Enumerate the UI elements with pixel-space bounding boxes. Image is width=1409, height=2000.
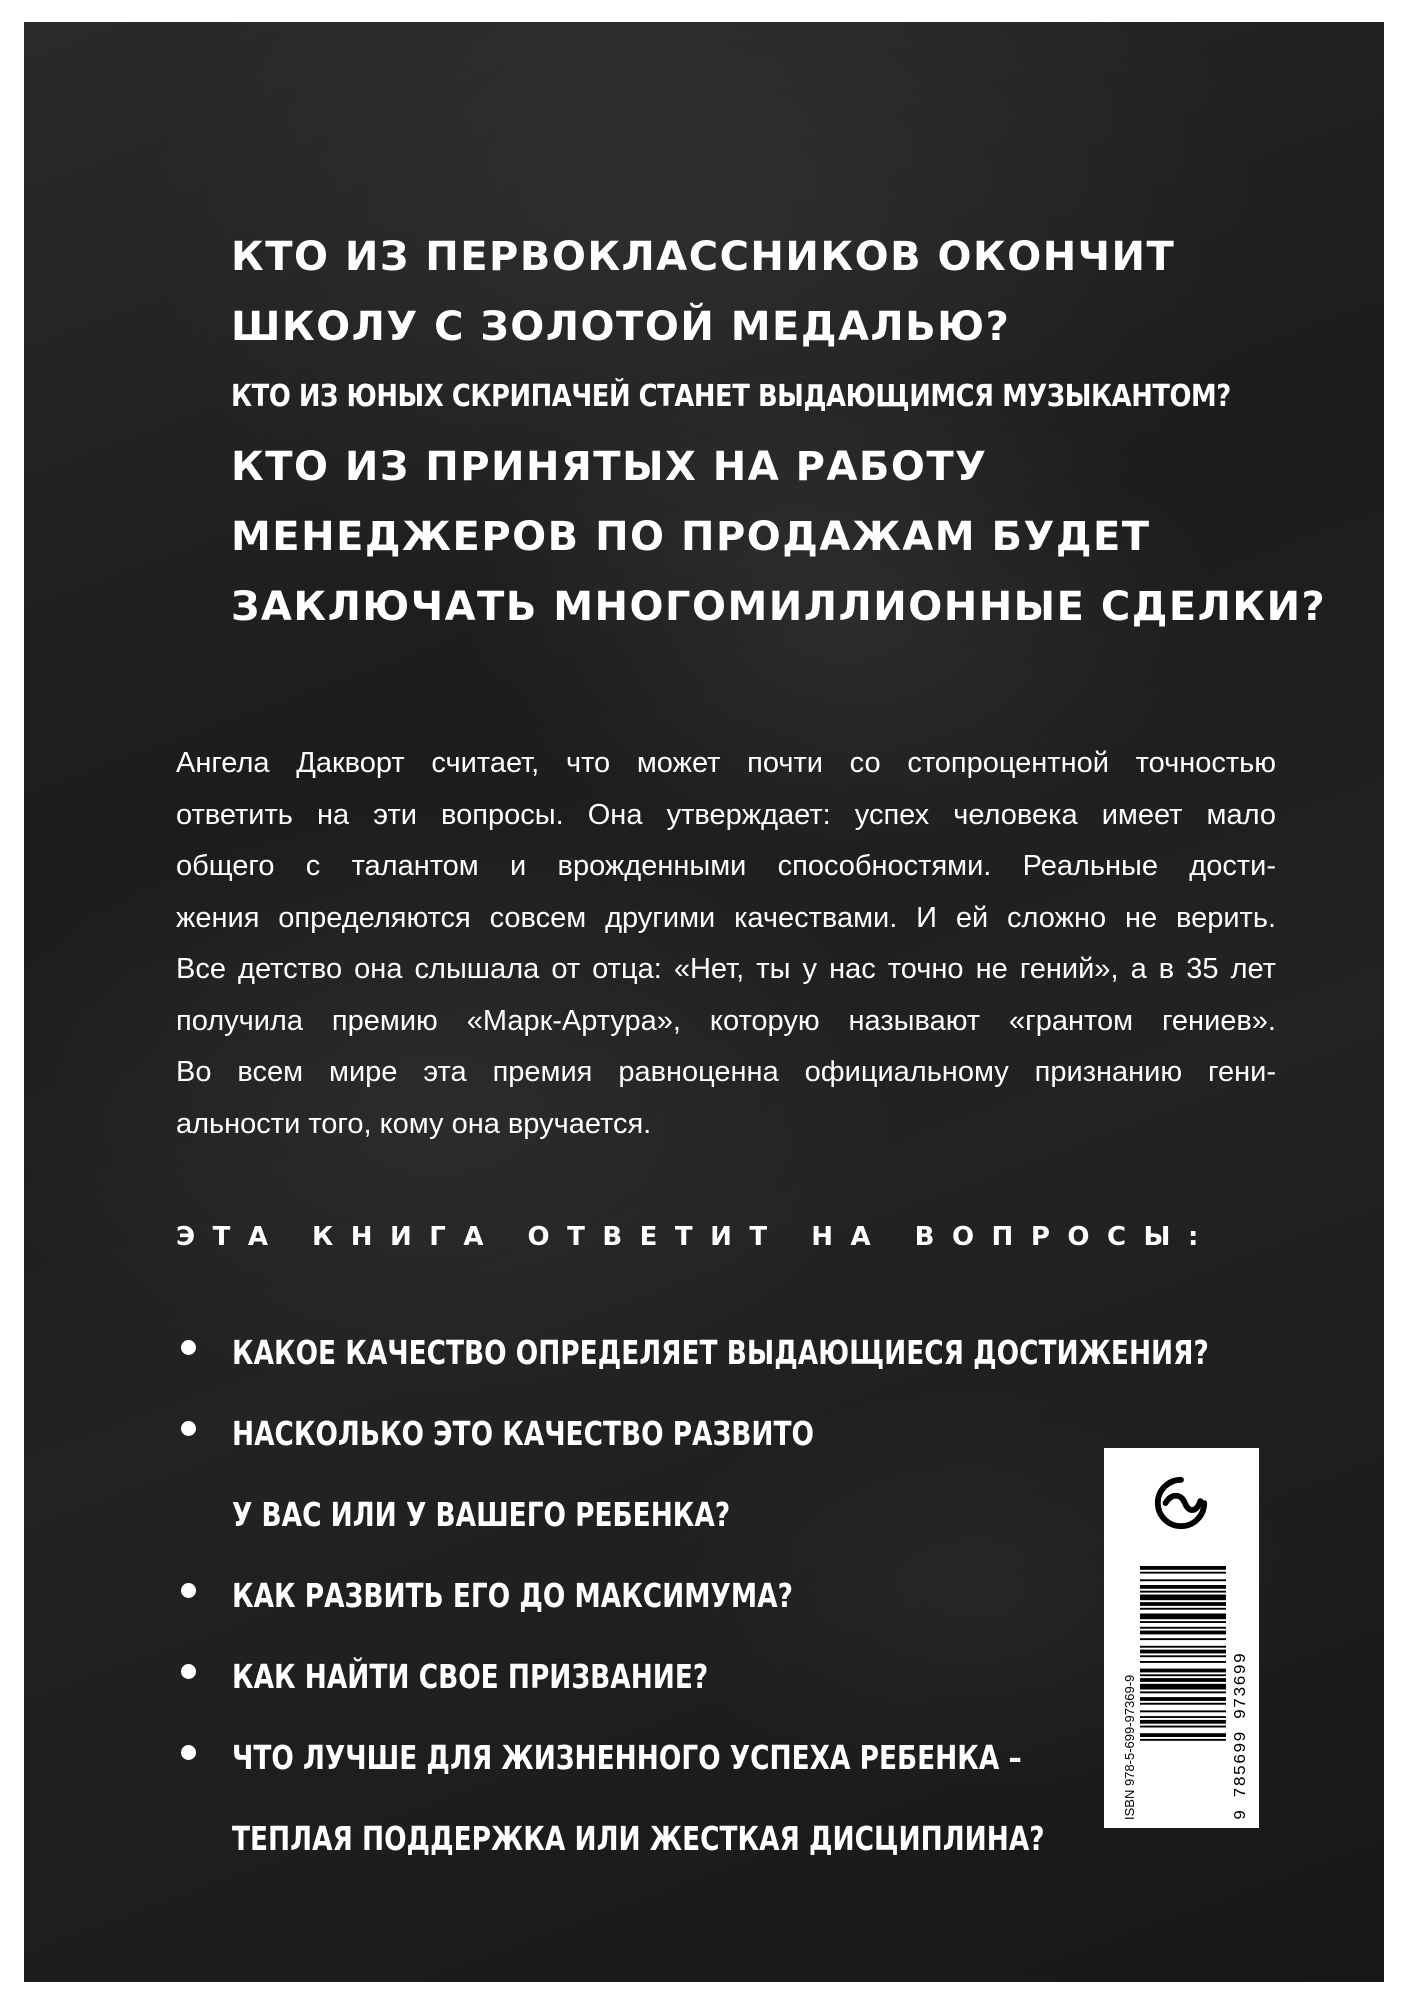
list-item [176,1717,1076,1879]
barcode-bar [1140,1602,1226,1606]
barcode-bar [1140,1621,1226,1623]
list-item-text: КАКОЕ КАЧЕСТВО ОПРЕДЕЛЯЕТ ВЫДАЮЩИЕСЯ ДОСТИЖЕНИЯ? [232,1333,1209,1372]
bullet-icon [181,1340,196,1355]
questions-block [231,222,1327,642]
isbn-number: ISBN 978-5-699-97369-9 [1122,1674,1137,1820]
description-line: Во всем мире эта премия равноценна официальному признанию гени- [176,1056,1276,1088]
list-item-text: ТЕПЛАЯ ПОДДЕРЖКА ИЛИ ЖЕСТКАЯ ДИСЦИПЛИНА? [232,1819,1045,1858]
barcode-bar [1140,1566,1226,1570]
ean-number: 9 785699 973699 [1232,1651,1251,1820]
barcode-bar [1140,1726,1226,1728]
back-cover [24,22,1384,1982]
barcode-bar [1140,1655,1226,1657]
barcode-bar [1140,1733,1226,1737]
barcode-bar [1140,1638,1226,1640]
description-paragraph [176,738,1276,1150]
barcode-bar [1140,1595,1226,1601]
question-line: КТО ИЗ ПРИНЯТЫХ НА РАБОТУ [231,444,988,490]
bullet-icon [181,1421,196,1436]
list-item-text: ЧТО ЛУЧШЕ ДЛЯ ЖИЗНЕННОГО УСПЕХА РЕБЕНКА – [232,1738,1022,1777]
list-item-text: КАК НАЙТИ СВОЕ ПРИЗВАНИЕ? [232,1657,709,1696]
description-line: общего с талантом и врожденными способностями. Реальные дости- [176,850,1276,882]
question-line: КТО ИЗ ЮНЫХ СКРИПАЧЕЙ СТАНЕТ ВЫДАЮЩИМСЯ МУЗЫКАНТОМ? [231,379,1231,414]
barcode-bar [1140,1579,1226,1581]
question-line: КТО ИЗ ПЕРВОКЛАССНИКОВ ОКОНЧИТ [231,234,1176,280]
barcode-bar [1140,1614,1226,1620]
list-item-text: КАК РАЗВИТЬ ЕГО ДО МАКСИМУМА? [232,1576,793,1615]
bullet-icon [181,1745,196,1760]
description-line: Все детство она слышала от отца: «Нет, ты у нас точно не гений», а в 35 лет [176,953,1276,985]
barcode-bar [1140,1669,1226,1673]
barcode-bar [1140,1678,1226,1682]
barcode [1104,1558,1259,1818]
barcode-bar [1140,1697,1226,1701]
barcode-bar [1140,1691,1226,1693]
description-line: альности того, кому она вручается. [176,1107,652,1140]
list-item-text: НАСКОЛЬКО ЭТО КАЧЕСТВО РАЗВИТО [232,1414,814,1453]
answers-heading: ЭТА КНИГА ОТВЕТИТ НА ВОПРОСЫ: [176,1222,1216,1252]
barcode-bar [1140,1703,1226,1705]
list-item [176,1312,1209,1393]
question-line: ЗАКЛЮЧАТЬ МНОГОМИЛЛИОННЫЕ СДЕЛКИ? [231,584,1327,630]
bullet-icon [181,1583,196,1598]
barcode-bar [1140,1631,1226,1635]
description-line: получила премию «Марк-Артура», которую называют «грантом гениев». [176,1004,1276,1037]
barcode-bar [1140,1627,1226,1629]
description-line: ответить на эти вопросы. Она утверждает: успех человека имеет мало [176,798,1276,831]
barcode-bar [1140,1661,1226,1663]
list-item [176,1393,1076,1555]
bullet-icon [181,1664,196,1679]
question-line: ШКОЛУ С ЗОЛОТОЙ МЕДАЛЬЮ? [231,304,1011,350]
eksmo-logo-icon [1152,1474,1210,1532]
list-item [176,1555,1076,1636]
barcode-bar [1140,1646,1226,1648]
barcode-bar [1140,1684,1226,1690]
isbn-box [1104,1448,1259,1828]
description-line: жения определяются совсем другими качествами. И ей сложно не верить. [176,901,1276,934]
barcode-bar [1140,1710,1226,1712]
list-item-text: У ВАС ИЛИ У ВАШЕГО РЕБЕНКА? [232,1495,731,1534]
barcode-bar [1140,1608,1226,1610]
list-item [176,1636,1076,1717]
question-line: МЕНЕДЖЕРОВ ПО ПРОДАЖАМ БУДЕТ [231,514,1151,560]
barcode-bar [1140,1591,1226,1593]
barcode-bar [1140,1585,1226,1589]
barcode-bar [1140,1720,1226,1724]
barcode-bar [1140,1674,1226,1676]
barcode-bar [1140,1572,1226,1574]
barcode-bar [1140,1650,1226,1654]
barcode-bar [1140,1739,1226,1741]
barcode-bar [1140,1716,1226,1718]
description-line: Ангела Дакворт считает, что может почти со стопроцентной точностью [176,747,1276,779]
